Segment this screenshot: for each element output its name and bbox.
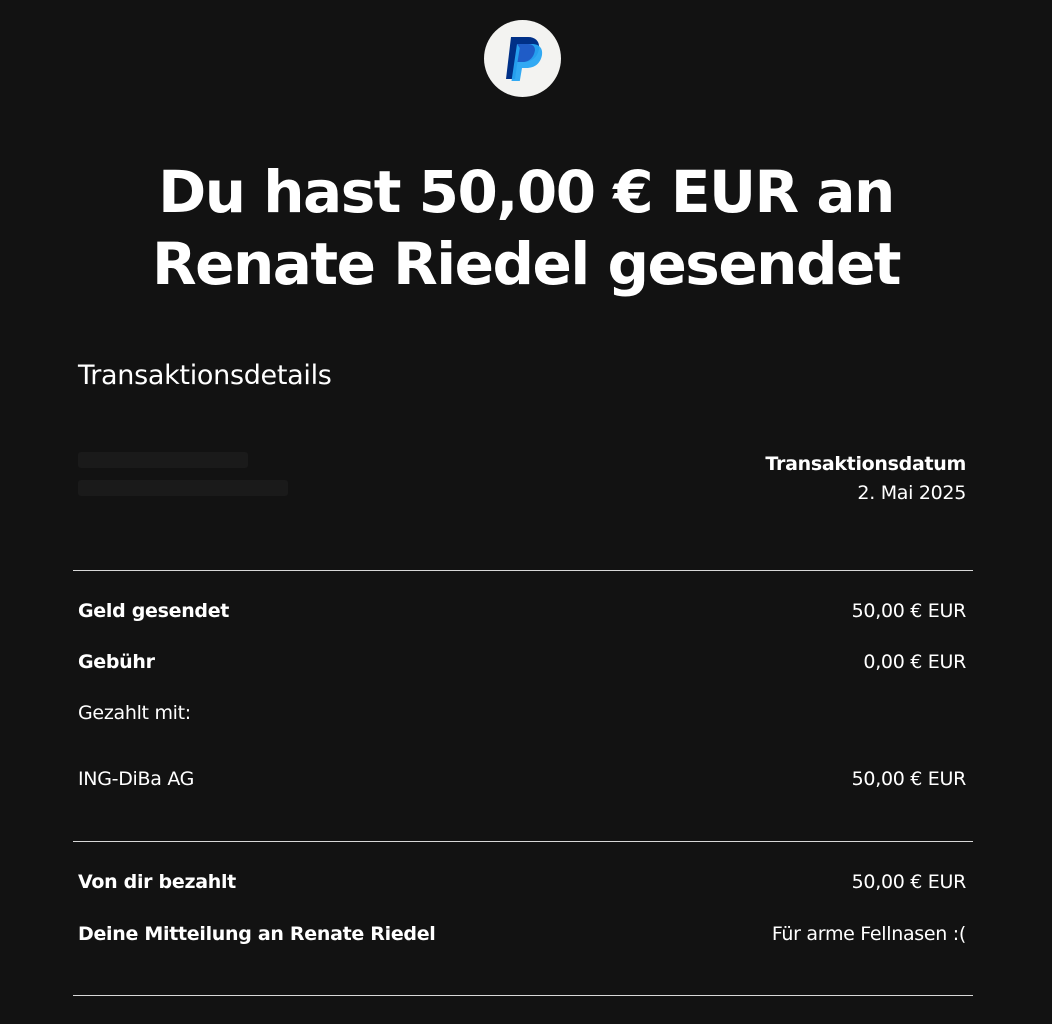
row-money-sent [78, 598, 966, 624]
row-paid-with [78, 700, 966, 726]
funding-source-label: ING-DiBa AG [78, 768, 195, 790]
redacted-line [78, 480, 288, 496]
paid-by-you-label: Von dir bezahlt [78, 871, 236, 893]
divider [73, 995, 973, 996]
section-title-transaction-details: Transaktionsdetails [78, 360, 332, 391]
row-message [78, 921, 966, 947]
row-paid-by-you [78, 869, 966, 895]
message-label: Deine Mitteilung an Renate Riedel [78, 923, 436, 945]
headline-line-2: Renate Riedel gesendet [151, 230, 901, 298]
transaction-date-block [765, 450, 966, 508]
money-sent-label: Geld gesendet [78, 600, 230, 622]
funding-source-value: 50,00 € EUR [851, 768, 966, 790]
transaction-date-label: Transaktionsdatum [765, 453, 966, 475]
page-title [60, 156, 992, 300]
divider [73, 570, 973, 571]
paypal-p-icon [502, 35, 544, 83]
divider [73, 841, 973, 842]
redacted-line [78, 452, 248, 468]
fee-label: Gebühr [78, 651, 155, 673]
message-value: Für arme Fellnasen :( [771, 923, 966, 945]
row-fee [78, 649, 966, 675]
fee-value: 0,00 € EUR [863, 651, 966, 673]
paid-with-label: Gezahlt mit: [78, 702, 191, 724]
headline-line-1: Du hast 50,00 € EUR an [158, 158, 894, 226]
money-sent-value: 50,00 € EUR [851, 600, 966, 622]
redacted-transaction-id [78, 452, 318, 508]
paypal-logo-icon [484, 20, 561, 97]
transaction-date-value: 2. Mai 2025 [857, 482, 966, 504]
row-funding-source [78, 766, 966, 792]
paid-by-you-value: 50,00 € EUR [851, 871, 966, 893]
